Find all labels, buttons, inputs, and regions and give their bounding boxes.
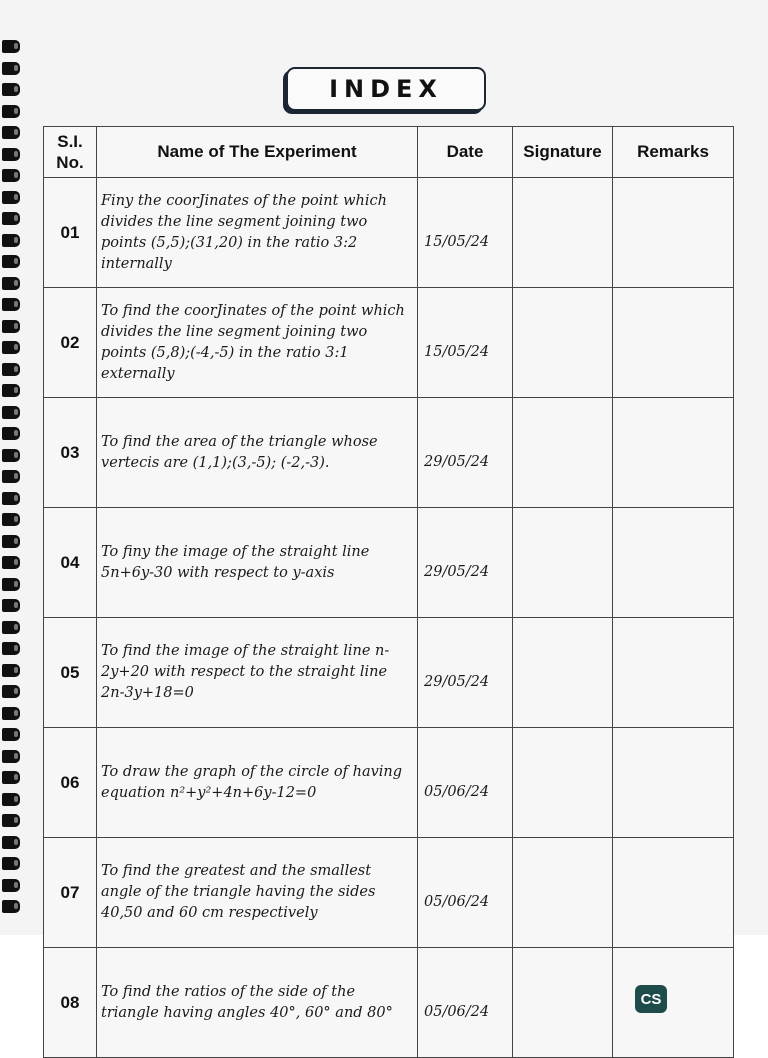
remarks-cell <box>613 398 734 508</box>
header-signature: Signature <box>513 127 613 178</box>
remarks-cell <box>613 178 734 288</box>
experiment-name: To find the image of the straight line n-2y+20 with respect to the straight line 2n-3y+18=0 <box>97 618 418 728</box>
experiment-date: 29/05/24 <box>418 398 513 508</box>
header-sl-no: S.I. No. <box>44 127 97 178</box>
spiral-ring <box>2 406 20 419</box>
row-number: 06 <box>44 728 97 838</box>
remarks-cell <box>613 838 734 948</box>
camscanner-logo: CS <box>635 985 667 1013</box>
header-remarks: Remarks <box>613 127 734 178</box>
experiment-name: To find the ratios of the side of the triangle having angles 40°, 60° and 80° <box>97 948 418 1058</box>
experiment-name: To find the area of the triangle whose vertecis are (1,1);(3,-5); (-2,-3). <box>97 398 418 508</box>
signature-cell <box>513 508 613 618</box>
experiment-date: 15/05/24 <box>418 178 513 288</box>
spiral-ring <box>2 298 20 311</box>
spiral-ring <box>2 685 20 698</box>
spiral-ring <box>2 449 20 462</box>
row-number: 03 <box>44 398 97 508</box>
index-table <box>43 126 734 1058</box>
spiral-ring <box>2 814 20 827</box>
spiral-ring <box>2 62 20 75</box>
experiment-name: To find the greatest and the smallest angle of the triangle having the sides 40,50 and 60 cm respectively <box>97 838 418 948</box>
table-row <box>44 178 734 288</box>
spiral-ring <box>2 707 20 720</box>
spiral-ring <box>2 642 20 655</box>
table-row <box>44 288 734 398</box>
table-row <box>44 508 734 618</box>
table-row <box>44 398 734 508</box>
row-number: 08 <box>44 948 97 1058</box>
experiment-date: 29/05/24 <box>418 508 513 618</box>
experiment-name: Finy the coorJinates of the point which divides the line segment joining two points (5,5);(31,20) in the ratio 3:2 internally <box>97 178 418 288</box>
spiral-ring <box>2 212 20 225</box>
experiment-date: 15/05/24 <box>418 288 513 398</box>
remarks-cell <box>613 728 734 838</box>
spiral-ring <box>2 277 20 290</box>
spiral-ring <box>2 793 20 806</box>
experiment-date: 05/06/24 <box>418 838 513 948</box>
spiral-ring <box>2 234 20 247</box>
page-title: INDEX <box>329 75 443 103</box>
remarks-cell <box>613 288 734 398</box>
row-number: 02 <box>44 288 97 398</box>
experiment-name: To finy the image of the straight line 5n+6y-30 with respect to y-axis <box>97 508 418 618</box>
spiral-ring <box>2 341 20 354</box>
spiral-ring <box>2 900 20 913</box>
spiral-ring <box>2 191 20 204</box>
header-row <box>44 127 734 178</box>
spiral-ring <box>2 148 20 161</box>
row-number: 01 <box>44 178 97 288</box>
spiral-ring <box>2 363 20 376</box>
signature-cell <box>513 398 613 508</box>
header-date: Date <box>418 127 513 178</box>
spiral-ring <box>2 492 20 505</box>
spiral-ring <box>2 384 20 397</box>
spiral-ring <box>2 40 20 53</box>
spiral-ring <box>2 857 20 870</box>
spiral-ring <box>2 535 20 548</box>
spiral-ring <box>2 578 20 591</box>
row-number: 04 <box>44 508 97 618</box>
row-number: 07 <box>44 838 97 948</box>
spiral-ring <box>2 83 20 96</box>
signature-cell <box>513 288 613 398</box>
experiment-date: 05/06/24 <box>418 728 513 838</box>
spiral-ring <box>2 836 20 849</box>
spiral-ring <box>2 599 20 612</box>
spiral-ring <box>2 664 20 677</box>
remarks-cell <box>613 948 734 1058</box>
spiral-ring <box>2 750 20 763</box>
row-number: 05 <box>44 618 97 728</box>
spiral-ring <box>2 771 20 784</box>
spiral-ring <box>2 320 20 333</box>
spiral-ring <box>2 169 20 182</box>
spiral-ring <box>2 255 20 268</box>
spiral-ring <box>2 470 20 483</box>
spiral-ring <box>2 105 20 118</box>
spiral-ring <box>2 879 20 892</box>
spiral-ring <box>2 556 20 569</box>
signature-cell <box>513 618 613 728</box>
spiral-ring <box>2 728 20 741</box>
table-row <box>44 838 734 948</box>
spiral-ring <box>2 513 20 526</box>
signature-cell <box>513 728 613 838</box>
experiment-date: 05/06/24 <box>418 948 513 1058</box>
table-row <box>44 618 734 728</box>
table-row <box>44 728 734 838</box>
spiral-ring <box>2 427 20 440</box>
signature-cell <box>513 948 613 1058</box>
index-title-box <box>286 67 486 111</box>
spiral-binding <box>0 40 22 920</box>
experiment-date: 29/05/24 <box>418 618 513 728</box>
signature-cell <box>513 838 613 948</box>
experiment-name: To draw the graph of the circle of having equation n²+y²+4n+6y-12=0 <box>97 728 418 838</box>
spiral-ring <box>2 126 20 139</box>
remarks-cell <box>613 508 734 618</box>
header-experiment-name: Name of The Experiment <box>97 127 418 178</box>
experiment-name: To find the coorJinates of the point which divides the line segment joining two points (5,8);(-4,-5) in the ratio 3:1 externally <box>97 288 418 398</box>
spiral-ring <box>2 621 20 634</box>
remarks-cell <box>613 618 734 728</box>
table-row <box>44 948 734 1058</box>
signature-cell <box>513 178 613 288</box>
